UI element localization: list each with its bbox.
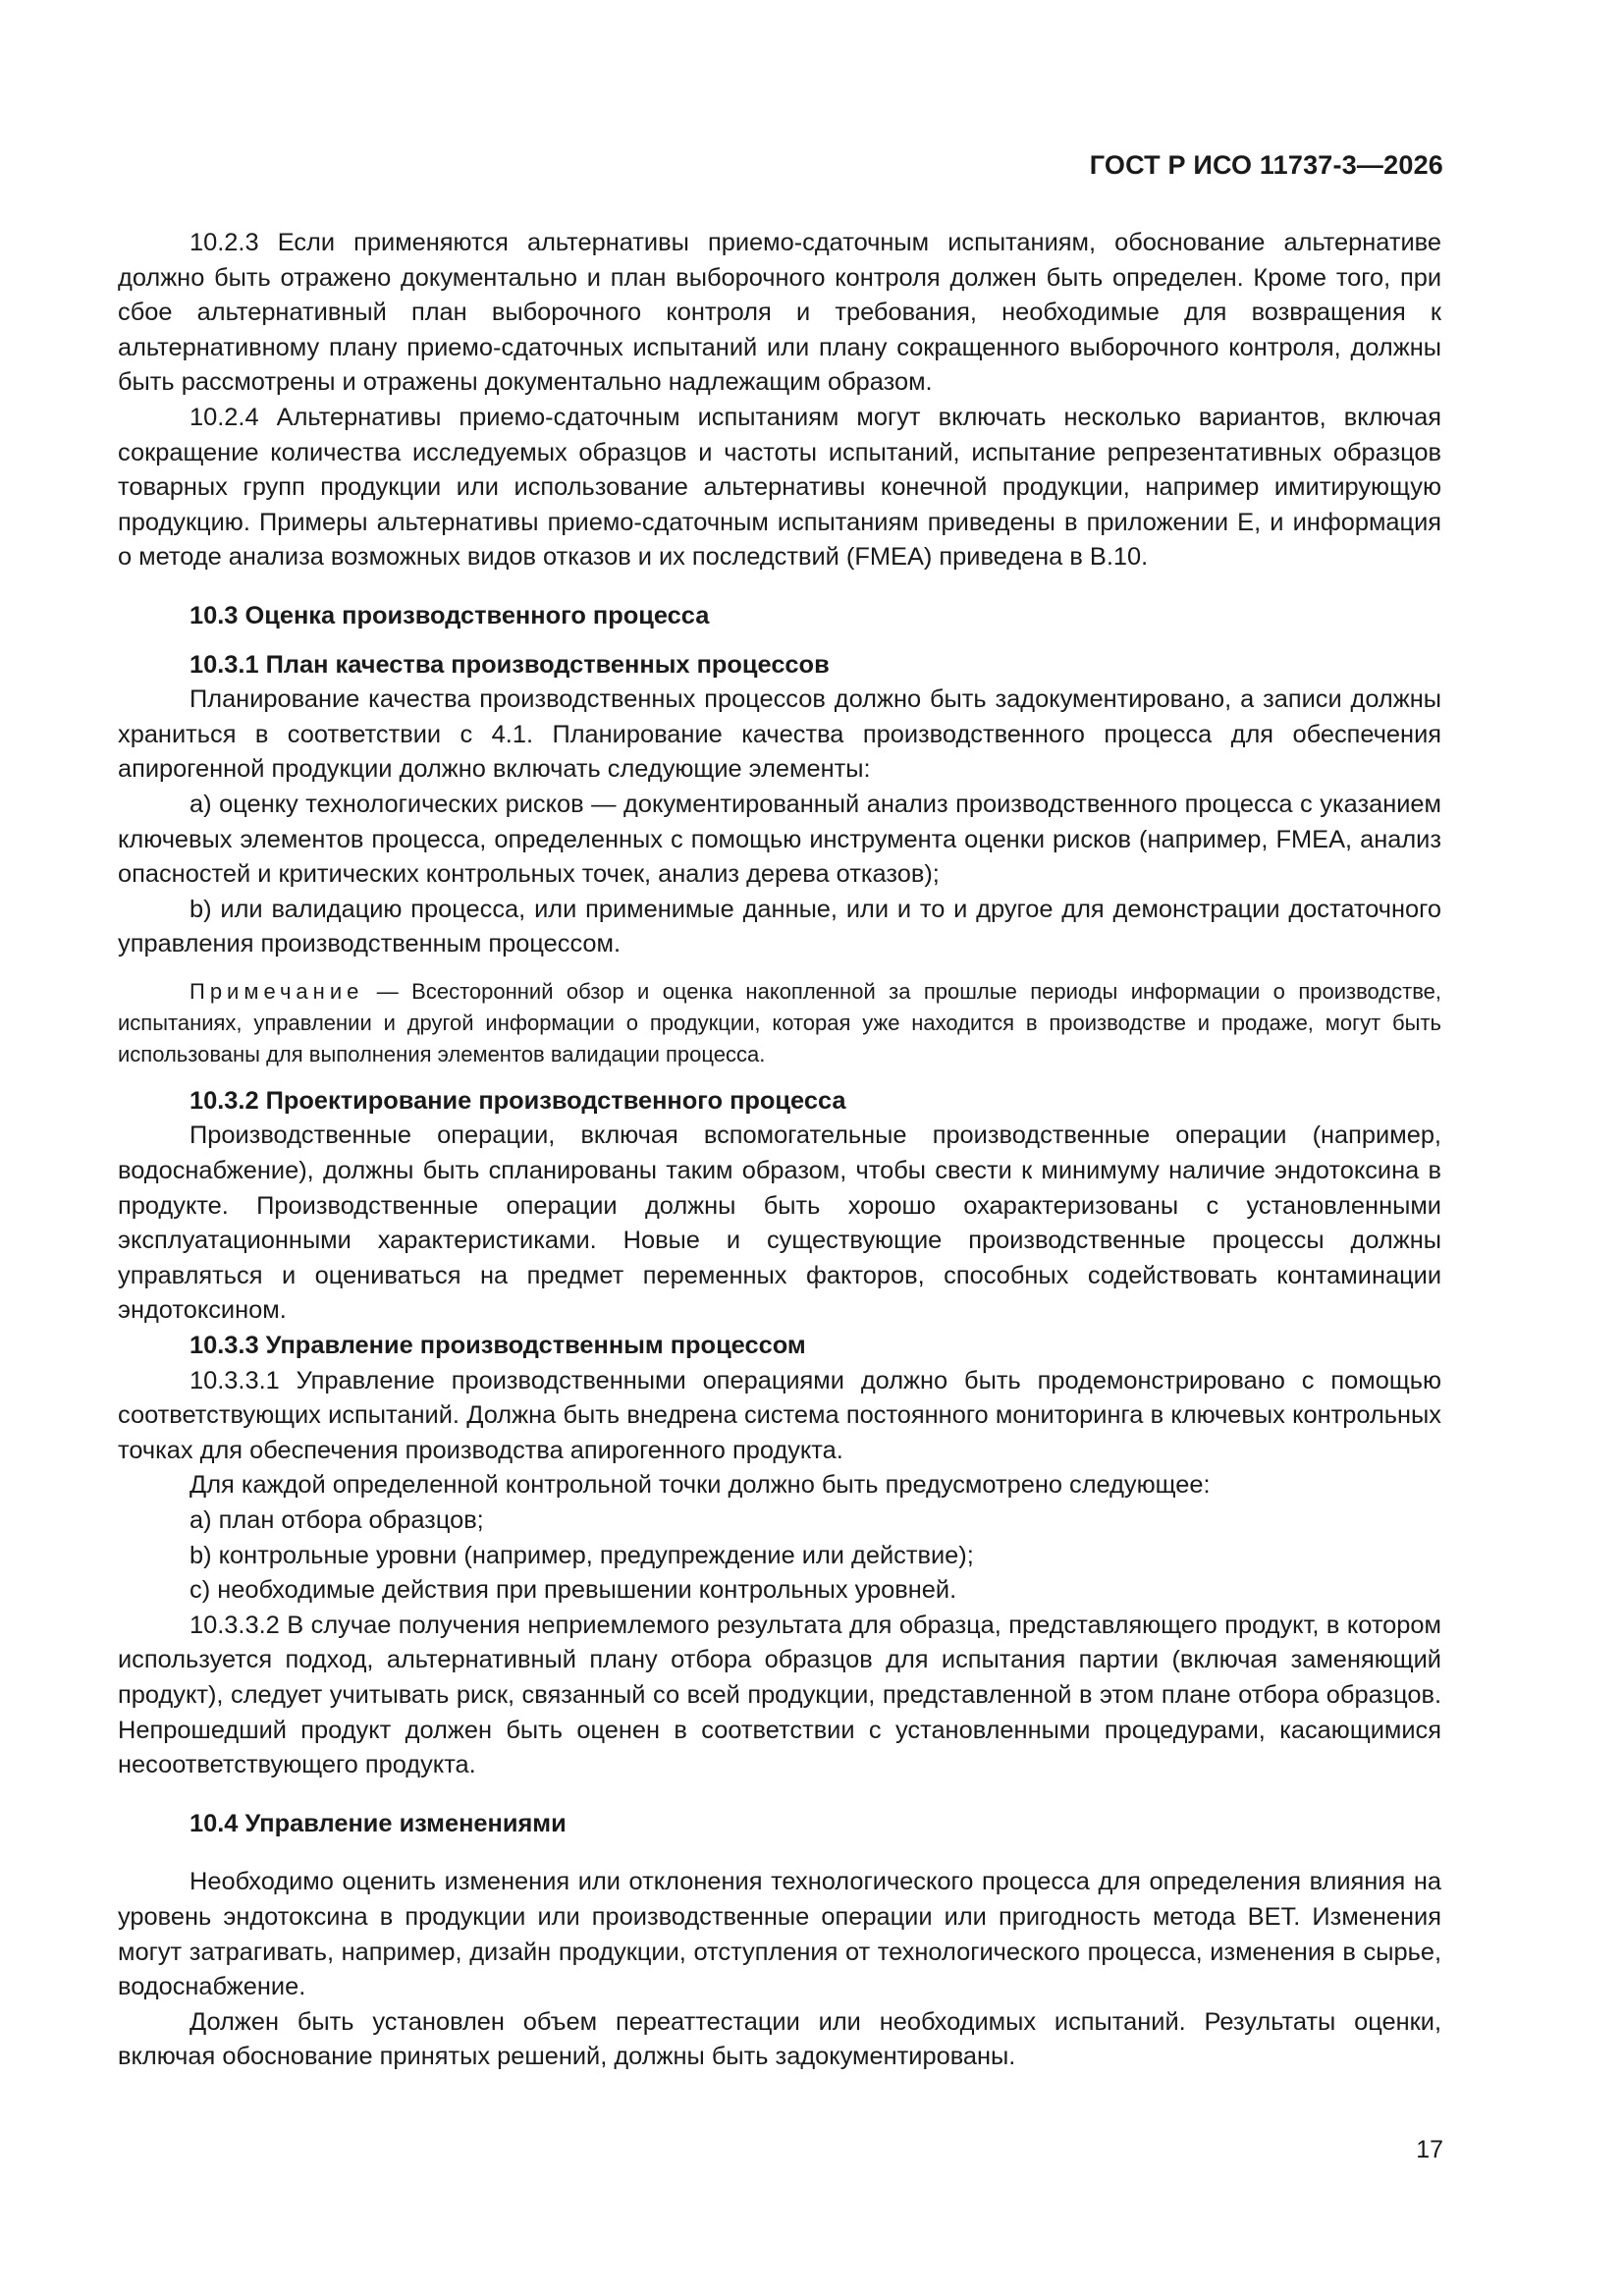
control-item-b-text: контрольные уровни (например, предупреждение или действие); [218, 1541, 974, 1569]
paragraph-10-4-b: Должен быть установлен объем переаттестации или необходимых испытаний. Результаты оценки, включая обоснование принятых решений, должны быть задокументированы. [118, 2007, 1441, 2071]
list-item-a-text: оценку технологических рисков — документированный анализ производственного процесса с указанием ключевых элементов процесса, определенных с помощью инструмента оценки рисков (например, FMEA, анализ опасностей и критических контрольных точек, анализ дерева отказов); [118, 790, 1441, 889]
paragraph-10-3-3-1: 10.3.3.1 Управление производственными операциями должно быть продемонстрировано с помощью соответствующих испытаний. Должна быть внедрена система постоянного мониторинга в ключевых контрольных точках для обеспечения производства апирогенного продукта. [118, 1366, 1441, 1464]
page-number: 17 [1416, 2136, 1443, 2163]
list-item-a-label: а) [189, 790, 212, 818]
control-item-c-label: c) [189, 1576, 211, 1605]
paragraph-10-4-a: Необходимо оценить изменения или отклонения технологического процесса для определения влияния на уровень эндотоксина в продукции или производственные операции или пригодность метода ВЕТ. Изменения могут затрагивать, например, дизайн продукции, отступления от технологического процесса, изменения в сырье, водоснабжение. [118, 1868, 1441, 2001]
document-id-header: ГОСТ Р ИСО 11737-3—2026 [1089, 150, 1443, 180]
control-item-c-text: необходимые действия при превышении контрольных уровней. [217, 1576, 957, 1605]
note-text: — Всесторонний обзор и оценка накопленной за прошлые периоды информации о производстве, испытаниях, управлении и другой информации о продукции, которая уже находится в производстве и продаже, могут быть использованы для выполнения элементов валидации процесса. [118, 978, 1441, 1066]
list-item-a [118, 788, 1441, 893]
control-item-a-label: a) [189, 1506, 212, 1534]
heading-10-3-2: 10.3.2 Проектирование производственного процесса [189, 1086, 846, 1115]
paragraph-control-points-intro: Для каждой определенной контрольной точки должно быть предусмотрено следующее: [189, 1471, 1211, 1500]
control-item-a [118, 1503, 1441, 1539]
heading-10-4: 10.4 Управление изменениями [189, 1809, 567, 1837]
note [118, 976, 1441, 1070]
paragraph-10-2-3: 10.2.3 Если применяются альтернативы приемо-сдаточным испытаниям, обоснование альтернативе должно быть отражено документально и план выборочного контроля должен быть определен. Кроме того, при сбое альтернативный план выборочного контроля и требования, необходимые для возвращения к альтернативному плану приемо-сдаточных испытаний или плану сокращенного выборочного контроля, должны быть рассмотрены и отражены документально надлежащим образом. [118, 229, 1441, 397]
list-item-b-text: или валидацию процесса, или применимые данные, или и то и другое для демонстрации достаточного управления производственным процессом. [118, 895, 1441, 958]
paragraph-10-3-1: Планирование качества производственных процессов должно быть задокументировано, а записи должны храниться в соответствии с 4.1. Планирование качества производственного процесса для обеспечения апирогенной продукции должно включать следующие элементы: [118, 685, 1441, 784]
heading-10-3-3: 10.3.3 Управление производственным процессом [189, 1332, 806, 1360]
control-item-b-label: b) [189, 1541, 212, 1569]
list-item-b-label: b) [189, 895, 212, 923]
list-item-b [118, 893, 1441, 962]
control-item-c [118, 1573, 1441, 1609]
control-item-b [118, 1539, 1441, 1574]
heading-10-3: 10.3 Оценка производственного процесса [189, 601, 710, 629]
control-item-a-text: план отбора образцов; [218, 1506, 484, 1534]
heading-10-3-1: 10.3.1 План качества производственных процессов [189, 650, 830, 679]
paragraph-10-2-4: 10.2.4 Альтернативы приемо-сдаточным испытаниям могут включать несколько вариантов, включая сокращение количества исследуемых образцов и частоты испытаний, испытание репрезентативных образцов товарных групп продукции или использование альтернативы конечной продукции, например имитирующую продукцию. Примеры альтернативы приемо-сдаточным испытаниям приведены в приложении Е, и информация о методе анализа возможных видов отказов и их последствий (FMEA) приведена в В.10. [118, 403, 1441, 572]
document-body [118, 226, 1441, 2075]
paragraph-10-3-3-2: 10.3.3.2 В случае получения неприемлемого результата для образца, представляющего продукт, в котором используется подход, альтернативный плану отбора образцов для испытания партии (включая заменяющий продукт), следует учитывать риск, связанный со всей продукции, представленной в этом плане отбора образцов. Непрошедший продукт должен быть оценен в соответствии с установленными процедурами, касающимися несоответствующего продукта. [118, 1611, 1441, 1779]
note-label: Примечание [189, 978, 364, 1004]
paragraph-10-3-2: Производственные операции, включая вспомогательные производственные операции (например, водоснабжение), должны быть спланированы таким образом, чтобы свести к минимуму наличие эндотоксина в продукте. Производственные операции должны быть хорошо охарактеризованы с установленными эксплуатационными характеристиками. Новые и существующие производственные процессы должны управляться и оцениваться на предмет переменных факторов, способных содействовать контаминации эндотоксином. [118, 1121, 1441, 1325]
